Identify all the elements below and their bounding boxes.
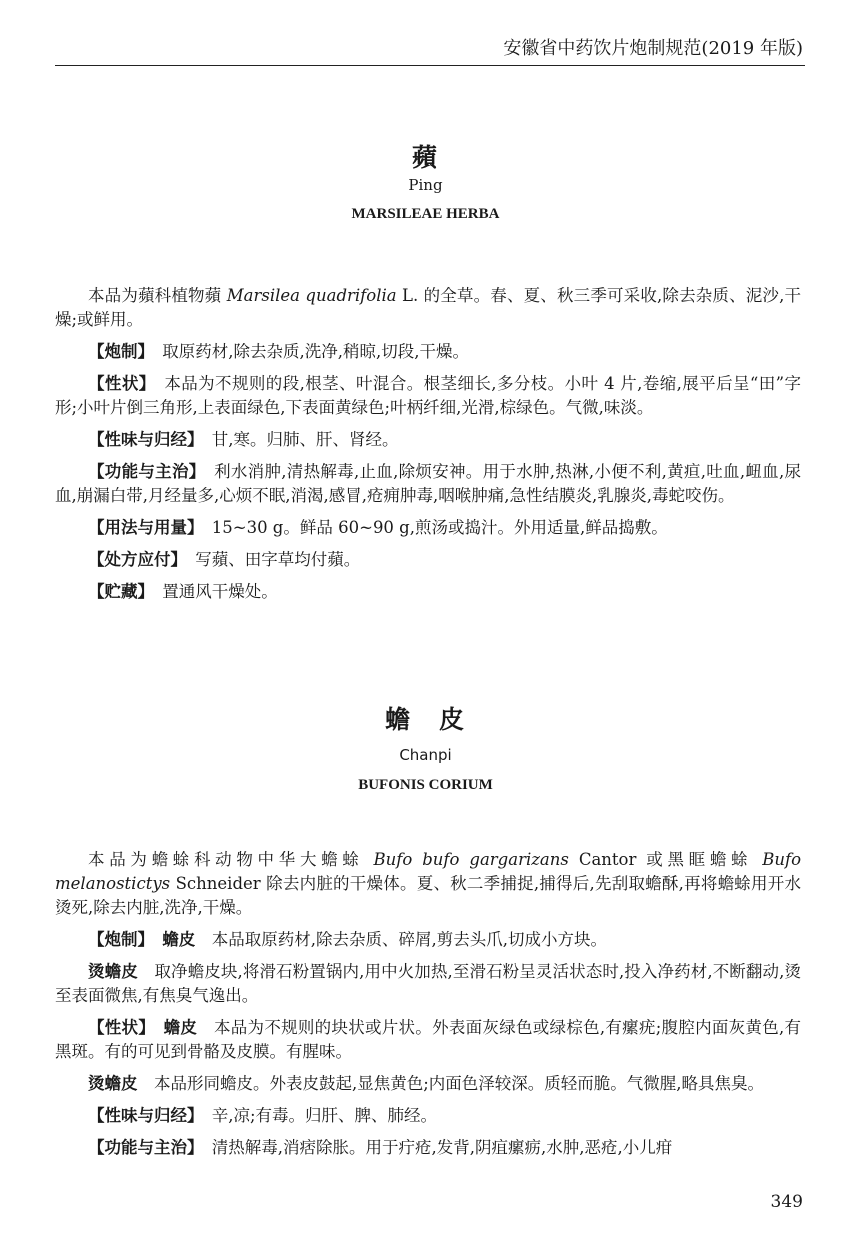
section-text: 本品为不规则的块状或片状。外表面灰绿色或绿棕色,有瘰疣;腹腔内面灰黄色,有黑斑。有的可见到骨骼及皮膜。有腥味。 bbox=[55, 1018, 802, 1061]
entry1-paozhi bbox=[55, 340, 801, 364]
entry1-chufang bbox=[55, 548, 801, 572]
entry1-intro bbox=[55, 284, 801, 332]
entry1-body bbox=[55, 284, 801, 612]
entry2-tang-xingzhuang bbox=[55, 1072, 801, 1096]
entry2-xingwei bbox=[55, 1104, 801, 1128]
intro-text: 本品为蘋科植物蘋 bbox=[88, 286, 227, 305]
intro-text: 本品为蟾蜍科动物中华大蟾蜍 bbox=[88, 850, 374, 869]
entry-pinyin-ping: Ping bbox=[408, 176, 443, 194]
entry-title-chanpi: 蟾 皮 bbox=[384, 705, 466, 734]
entry1-xingzhuang bbox=[55, 372, 801, 420]
section-text: 取原药材,除去杂质,洗净,稍晾,切段,干燥。 bbox=[162, 342, 469, 361]
entry1-xingwei bbox=[55, 428, 801, 452]
intro-text: Cantor 或黑眶蟾蜍 bbox=[568, 850, 763, 869]
section-label: 【炮制】 bbox=[88, 342, 146, 361]
section-text: 取净蟾皮块,将滑石粉置锅内,用中火加热,至滑石粉呈灵活状态时,投入净药材,不断翻动,烫至表面微焦,有焦臭气逸出。 bbox=[55, 962, 801, 1005]
section-label: 【性味与归经】 bbox=[88, 1106, 196, 1125]
entry2-gongneng bbox=[55, 1136, 801, 1160]
latin-name: Bufo bufo gargarizans bbox=[373, 850, 569, 869]
page-number: 349 bbox=[770, 1192, 803, 1212]
section-text: 本品形同蟾皮。外表皮鼓起,显焦黄色;内面色泽较深。质轻而脆。气微腥,略具焦臭。 bbox=[154, 1074, 765, 1093]
entry2-intro bbox=[55, 848, 801, 920]
section-text: 15~30 g。鲜品 60~90 g,煎汤或捣汁。外用适量,鲜品捣敷。 bbox=[211, 518, 668, 537]
entry-title-ping: 蘋 bbox=[411, 143, 439, 172]
subitem-label: 蟾皮 bbox=[162, 930, 196, 949]
section-text: 本品取原药材,除去杂质、碎屑,剪去头爪,切成小方块。 bbox=[211, 930, 607, 949]
running-header: 安徽省中药饮片炮制规范(2019 年版) bbox=[503, 38, 803, 59]
entry1-yongfa bbox=[55, 516, 801, 540]
section-text: 写蘋、田字草均付蘋。 bbox=[195, 550, 361, 569]
entry2-paozhi bbox=[55, 928, 801, 952]
section-label: 【用法与用量】 bbox=[88, 518, 196, 537]
subitem-label: 烫蟾皮 bbox=[88, 1074, 138, 1093]
header-rule bbox=[55, 65, 805, 66]
section-label: 【性状】 bbox=[88, 1018, 147, 1037]
section-label: 【炮制】 bbox=[88, 930, 146, 949]
subitem-label: 蟾皮 bbox=[163, 1018, 198, 1037]
entry-latin-chanpi: BUFONIS CORIUM bbox=[358, 777, 493, 793]
section-label: 【功能与主治】 bbox=[88, 462, 198, 481]
section-text: 本品为不规则的段,根茎、叶混合。根茎细长,多分枝。小叶 4 片,卷缩,展平后呈“田”字形;小叶片倒三角形,上表面绿色,下表面黄绿色;叶柄纤细,光滑,棕绿色。气微,味淡。 bbox=[55, 374, 802, 417]
latin-name: Marsilea quadrifolia bbox=[226, 286, 397, 305]
entry-pinyin-chanpi: Chanpi bbox=[399, 746, 452, 764]
section-label: 【性味与归经】 bbox=[88, 430, 196, 449]
entry1-zhucang bbox=[55, 580, 801, 604]
latin-name: Bufo melanostictys bbox=[55, 850, 802, 893]
section-label: 【性状】 bbox=[88, 374, 148, 393]
intro-text: L. 的全草。春、夏、秋三季可采收,除去杂质、泥沙,干燥;或鲜用。 bbox=[55, 286, 801, 329]
section-text: 辛,凉;有毒。归肝、脾、肺经。 bbox=[211, 1106, 438, 1125]
section-text: 清热解毒,消痞除胀。用于疔疮,发背,阴疽瘰疬,水肿,恶疮,小儿疳 bbox=[211, 1138, 673, 1157]
intro-text: Schneider 除去内脏的干燥体。夏、秋二季捕捉,捕得后,先刮取蟾酥,再将蟾蜍用开水烫死,除去内脏,洗净,干燥。 bbox=[55, 874, 801, 917]
section-text: 甘,寒。归肺、肝、肾经。 bbox=[211, 430, 399, 449]
section-text: 置通风干燥处。 bbox=[162, 582, 278, 601]
section-label: 【功能与主治】 bbox=[88, 1138, 196, 1157]
section-text: 利水消肿,清热解毒,止血,除烦安神。用于水肿,热淋,小便不利,黄疸,吐血,衄血,尿血,崩漏白带,月经量多,心烦不眠,消渴,感冒,疮痈肿毒,咽喉肿痛,急性结膜炎,乳腺炎,毒蛇咬伤。 bbox=[55, 462, 801, 505]
subitem-label: 烫蟾皮 bbox=[88, 962, 138, 981]
entry2-tang-paozhi bbox=[55, 960, 801, 1008]
entry-latin-ping: MARSILEAE HERBA bbox=[351, 206, 500, 222]
section-label: 【处方应付】 bbox=[88, 550, 179, 569]
entry1-gongneng bbox=[55, 460, 801, 508]
entry2-xingzhuang bbox=[55, 1016, 801, 1064]
entry2-body bbox=[55, 848, 801, 1168]
section-label: 【贮藏】 bbox=[88, 582, 146, 601]
